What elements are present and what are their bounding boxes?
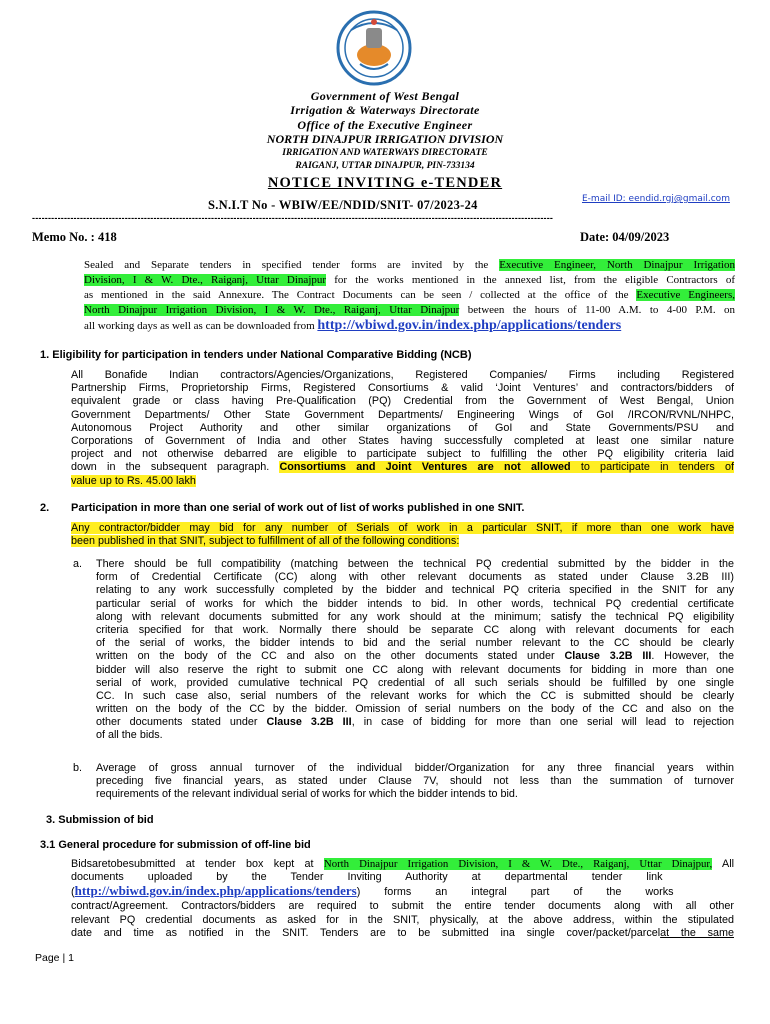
section-3-1-body <box>71 858 734 940</box>
sec2-line <box>71 535 734 548</box>
sec31-text: Bidsaretobesubmitted at tender box kept at <box>71 858 324 870</box>
sec31-line: relevant PQ credential documents as asked for in the SNIT, physically, at the above address, within the stipulated <box>71 913 734 926</box>
clause-b-line: preceding five financial years, as stated under Clause 7V, should not less than the summation of turnover <box>96 775 734 788</box>
sec31-text: ) forms an integral part of the works <box>356 886 674 899</box>
clause-a-line: of all the bids. <box>96 729 163 742</box>
highlight-text: Executive Engineer, North Dinajpur Irrigation <box>499 259 735 271</box>
clause-b-body <box>96 762 734 802</box>
highlight-text: Executive Engineers, <box>636 289 735 301</box>
clause-a-text: other documents stated under <box>96 716 267 729</box>
section-1-body <box>71 369 734 488</box>
clause-a-text: , in case of bidding for more than one serial will lead to rejection <box>351 716 734 729</box>
intro-line <box>84 288 735 303</box>
clause-a-line: serial of work, provided cumulative technical PQ credential of all such serials should be fulfilled by one single <box>96 676 734 689</box>
intro-paragraph <box>84 258 735 338</box>
west-bengal-emblem-logo <box>324 8 424 88</box>
clause-b-label: b. <box>73 762 83 774</box>
intro-line <box>84 258 735 273</box>
header-address: RAIGANJ, UTTAR DINAJPUR, PIN-733134 <box>295 161 475 171</box>
sec1-line <box>71 461 734 474</box>
clause-a-line: There should be full compatibility (matching between the technical PQ credential submitted by the bidder in the <box>96 558 734 570</box>
tenders-link[interactable]: http://wbiwd.gov.in/index.php/applications/tenders <box>317 318 622 333</box>
header-division: NORTH DINAJPUR IRRIGATION DIVISION <box>266 132 504 146</box>
sec1-line: Autonomous Project Authority and other similar organizations of GoI and State Governments/PSU and <box>71 421 734 434</box>
sec31-line <box>71 927 734 940</box>
page-number: Page | 1 <box>35 952 74 964</box>
notice-date: Date: 04/09/2023 <box>580 230 670 244</box>
clause-a-line: form of Credential Certificate (CC) along with other relevant documents as stated under Clause 3.2B III) <box>96 571 734 584</box>
sec1-line: Partnership Firms, Proprietorship Firms, Registered Consortiums & valid ‘Joint Ventures’ and contractors/bidders of <box>71 382 734 395</box>
snit-number: S.N.I.T No - WBIW/EE/NDID/SNIT- 07/2023-24 <box>208 198 478 212</box>
clause-a-line: CC. In such case also, serial numbers of the relevant works for which the CC is submitted should be clearly <box>96 689 734 702</box>
highlight-text: Division, I & W. Dte., Raiganj, Uttar Dinajpur <box>84 274 327 286</box>
sec31-line: documents uploaded by the Tender Inviting Authority at departmental tender link <box>71 871 663 884</box>
clause-a-line: relating to any work successfully completed by the bidder and technical PQ criteria specified in the SNIT for any <box>96 584 734 597</box>
section-3-heading: 3. Submission of bid <box>46 814 154 826</box>
clause-b-line: Average of gross annual turnover of the individual bidder/Organization for any three financial years within <box>96 762 734 774</box>
clause-a-body <box>96 558 734 743</box>
clause-a-line: of the serial of works, the bidder intends to bid and the serial number relevant to the CC should be clearly <box>96 637 734 650</box>
intro-text: all working days as well as can be downloaded from <box>84 320 318 332</box>
intro-line <box>84 303 735 318</box>
section-2-heading: Participation in more than one serial of work out of list of works published in one SNIT. <box>71 502 525 514</box>
section-2-number: 2. <box>40 502 50 514</box>
header-directorate-caps: IRRIGATION AND WATERWAYS DIRECTORATE <box>282 148 488 158</box>
clause-a-line <box>96 716 734 729</box>
header-government: Government of West Bengal <box>310 89 460 103</box>
highlight-text: been published in that SNIT, subject to fulfillment of all of the following conditions: <box>71 535 460 548</box>
highlight-text: North Dinajpur Irrigation Division, I & W. Dte., Raiganj, Uttar Dinajpur <box>84 304 460 316</box>
clause-a-label: a. <box>73 558 83 570</box>
intro-text: for the works mentioned in the annexed list, from the eligible Contractors of <box>326 274 735 286</box>
sec31-text: at the same <box>660 926 734 939</box>
sec31-text: ( <box>71 886 75 899</box>
email-link[interactable]: E-mail ID: eendid.rgj@gmail.com <box>582 194 730 204</box>
sec1-line: project and not otherwise debarred are eligible to participate subject to fulfilling the other PQ eligibility criteria laid <box>71 448 734 461</box>
clause-a-line: bidder will also reserve the right to submit one CC along with relevant documents for bidding in more than one <box>96 663 734 676</box>
intro-line <box>84 273 735 288</box>
sec31-line: contract/Agreement. Contractors/bidders are required to submit the entire tender documents along with all other <box>71 900 734 913</box>
sec1-line: Government Departments/ Other State Government Departments/ Engineering Wings of GoI /IRCON/RVNL/NHPC, <box>71 408 734 421</box>
sec1-line: equivalent grade or class having Pre-Qualification (PQ) Credential from the Government of West Bengal, Union <box>71 395 734 408</box>
memo-number: Memo No. : 418 <box>32 230 117 244</box>
sec1-text: down in the subsequent paragraph. <box>71 461 280 474</box>
clause-a-line: along with relevant documents submitted for any work should at the minimum; satisfy the technical PQ eligibility <box>96 610 734 623</box>
consortium-notice: Consortiums and Joint Ventures are not allowed <box>279 461 571 474</box>
clause-b-line: requirements of the relevant individual serial of works for which the bidder intends to bid. <box>96 788 518 801</box>
notice-title: NOTICE INVITING e-TENDER <box>267 175 503 191</box>
section-1-heading: 1. Eligibility for participation in tenders under National Comparative Bidding (NCB) <box>40 349 472 361</box>
sec31-line <box>71 858 734 871</box>
clause-a-line <box>96 650 734 663</box>
sec1-line: All Bonafide Indian contractors/Agencies/Organizations, Registered Companies/ Firms including Registered <box>71 369 734 381</box>
header-directorate: Irrigation & Waterways Directorate <box>290 103 480 117</box>
intro-text: Sealed and Separate tenders in specified tender forms are invited by the <box>84 259 500 271</box>
header-office: Office of the Executive Engineer <box>297 118 473 132</box>
highlight-text: to participate in tenders of <box>570 461 734 474</box>
clause-a-line: particular serial of works for which the bidder intends to bid. In other words, technical PQ credential certificate <box>96 597 734 610</box>
intro-line <box>84 318 735 338</box>
intro-text: between the hours of 11-00 A.M. to 4-00 P.M. on <box>459 304 736 316</box>
tenders-link-2[interactable]: http://wbiwd.gov.in/index.php/applications/tenders <box>74 883 357 899</box>
sec1-line <box>71 475 734 488</box>
section-3-1-heading: 3.1 General procedure for submission of off-line bid <box>40 839 311 851</box>
highlight-text: value up to Rs. 45.00 lakh <box>71 474 196 487</box>
sec2-line <box>71 522 734 535</box>
section-2-intro <box>71 522 734 548</box>
sec31-text: date and time as notified in the SNIT. Tenders are to be submitted ina single cover/packet/parcel <box>71 926 661 939</box>
clause-a-line: criteria specified for that work. Normally there should be separate CC along with relevant documents for each <box>96 623 734 636</box>
intro-text: as mentioned in the said Annexure. The Contract Documents can be seen / collected at the office of the <box>84 289 637 301</box>
highlight-text: Any contractor/bidder may bid for any number of Serials of work in a particular SNIT, if more than one work have <box>71 522 734 534</box>
clause-a-text: written on the body of the CC and also on the other documents stated under <box>96 650 565 663</box>
clause-a-text: . However, the <box>651 650 735 663</box>
clause-ref: Clause 3.2B III <box>564 650 652 663</box>
separator-dashes: ------------------------------------------------------------------------------------------------------------------------------------------------------------------- <box>32 213 554 223</box>
clause-a-line: written on the body of the CC by the bidder. Omission of serial numbers on the body of the CC and also on the <box>96 703 734 716</box>
sec31-line <box>71 884 734 900</box>
highlight-text: North Dinajpur Irrigation Division, I & W. Dte., Raiganj, Uttar Dinajpur, <box>323 858 713 870</box>
clause-ref: Clause 3.2B III <box>266 716 352 729</box>
sec31-text: All <box>712 858 735 870</box>
sec1-line: Corporations of Government of India and other States having successfully completed at least one similar nature <box>71 434 734 447</box>
